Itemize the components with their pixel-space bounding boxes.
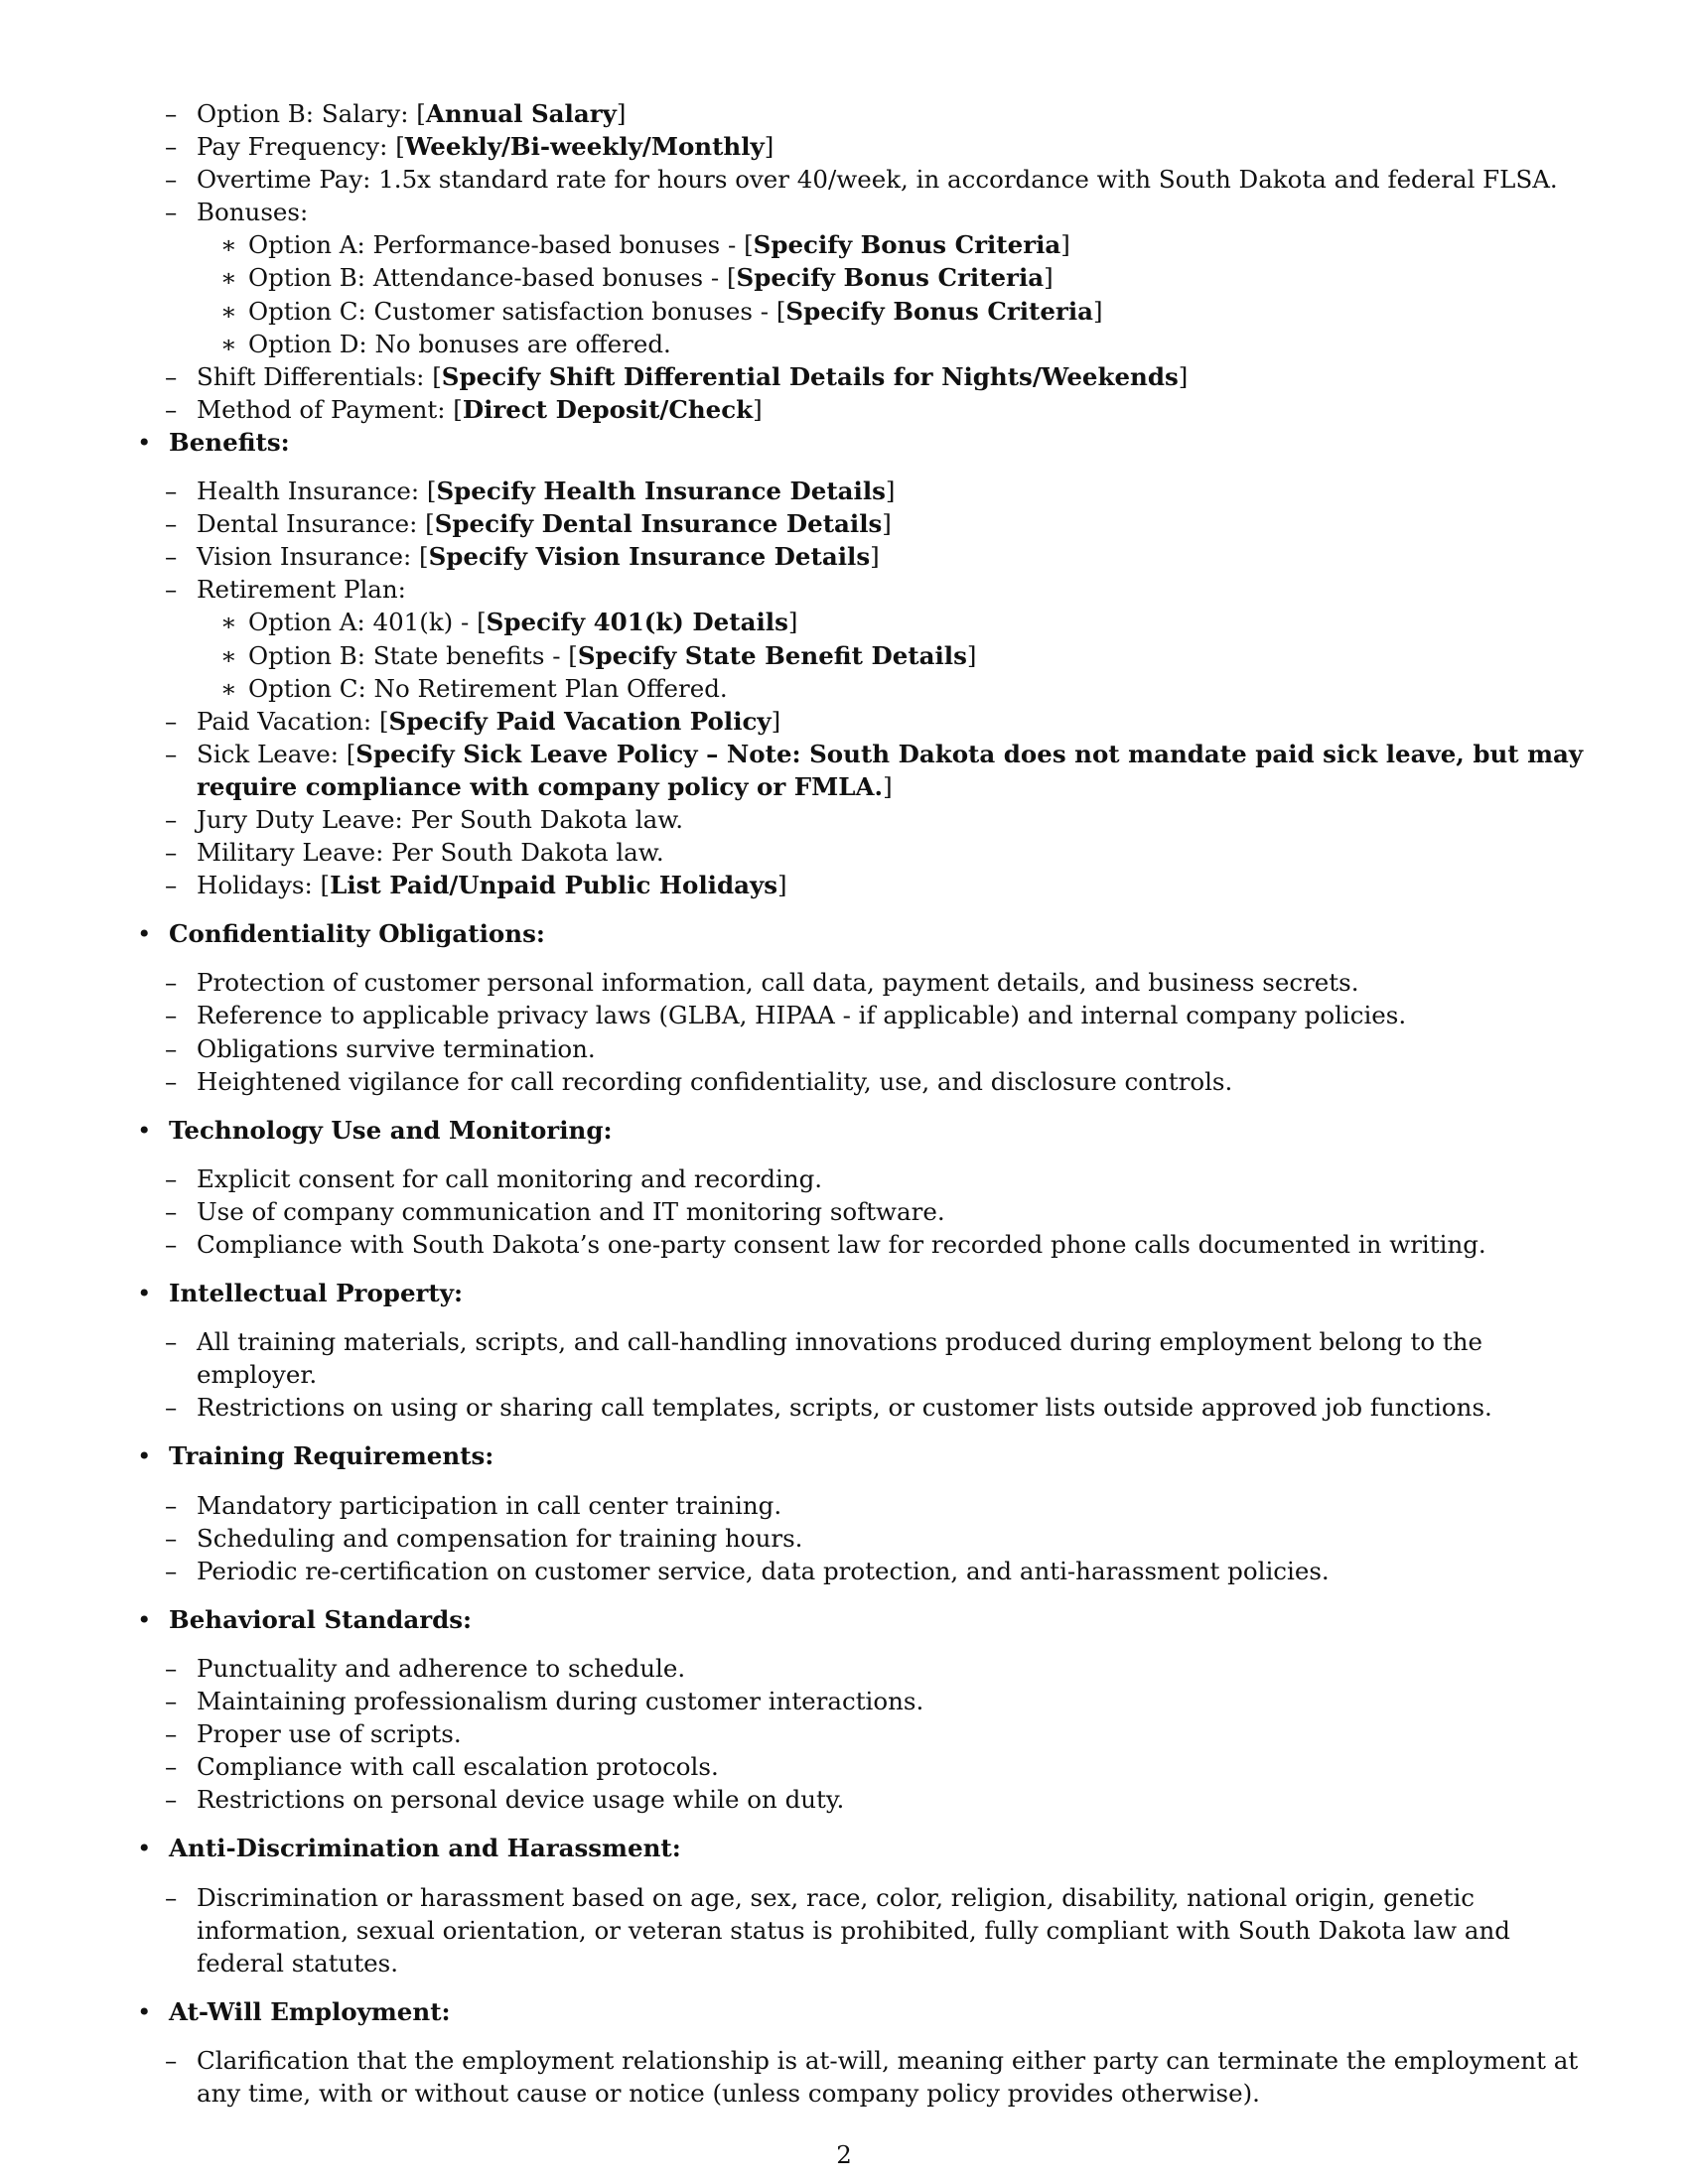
asterisk-bullet-icon: ∗: [220, 640, 237, 670]
item-label: Health Insurance:: [197, 477, 427, 506]
item-label: Restrictions on using or sharing call templates, scripts, or customer lists outside approved job functions.: [197, 1393, 1492, 1423]
dash-bullet-icon: –: [165, 968, 178, 998]
item-label: All training materials, scripts, and call-handling innovations produced during employment belong to the employer.: [197, 1327, 1482, 1390]
dash-bullet-icon: –: [165, 706, 178, 736]
item-label: Overtime Pay: 1.5x standard rate for hours over 40/week, in accordance with South Dakota and federal FLSA.: [197, 165, 1558, 195]
sub-list-item: [197, 672, 1587, 705]
bullet-icon: •: [137, 1604, 152, 1634]
list-item: [137, 1685, 1587, 1717]
item-label: Compliance with South Dakota’s one-party consent law for recorded phone calls documented in writing.: [197, 1230, 1486, 1259]
section-item-list: [137, 475, 1587, 901]
item-label: Military Leave: Per South Dakota law.: [197, 838, 664, 868]
placeholder-field: Weekly/Bi-weekly/Monthly: [404, 132, 765, 162]
sub-list: [137, 228, 1587, 359]
dash-bullet-icon: –: [165, 1393, 178, 1423]
item-label: Paid Vacation:: [197, 706, 379, 736]
item-label: Holidays:: [197, 871, 321, 900]
asterisk-bullet-icon: ∗: [220, 296, 237, 326]
section-heading: Anti-Discrimination and Harassment:: [169, 1834, 681, 1863]
section-item-list: [137, 1325, 1587, 1424]
sub-list-item: ∗ Option B: State benefits - [Specify State Benefit Details]: [197, 639, 1587, 672]
list-item: – Health Insurance: [Specify Health Insurance Details]: [137, 475, 1587, 507]
item-label: Bonuses:: [197, 198, 309, 227]
dash-bullet-icon: –: [165, 1033, 178, 1063]
bullet-icon: •: [137, 1996, 152, 2026]
placeholder-field: Specify State Benefit Details: [577, 640, 967, 670]
item-label: Option B: State benefits -: [248, 640, 569, 670]
list-item: [137, 1065, 1587, 1098]
list-item: [137, 1162, 1587, 1195]
section: [137, 1832, 1587, 1979]
placeholder-field: Specify Shift Differential Details for Nights/Weekends: [441, 361, 1179, 391]
list-item: [137, 999, 1587, 1031]
list-item: [137, 1881, 1587, 1979]
dash-bullet-icon: –: [165, 2045, 178, 2075]
item-label: Scheduling and compensation for training hours.: [197, 1523, 803, 1553]
dash-bullet-icon: –: [165, 838, 178, 868]
asterisk-bullet-icon: ∗: [220, 608, 237, 637]
item-label: Mandatory participation in call center training.: [197, 1490, 782, 1520]
section-heading: At-Will Employment:: [169, 1996, 451, 2026]
item-label: Compliance with call escalation protocols.: [197, 1752, 719, 1782]
item-label: Explicit consent for call monitoring and recording.: [197, 1163, 823, 1193]
dash-bullet-icon: –: [165, 394, 178, 424]
section: [137, 917, 1587, 1097]
sub-list-item: [197, 328, 1587, 360]
item-label: Periodic re-certification on customer service, data protection, and anti-harassment policies.: [197, 1556, 1330, 1585]
section-item-list: [137, 966, 1587, 1097]
list-item: [137, 803, 1587, 836]
list-item: [137, 1325, 1587, 1391]
dash-bullet-icon: –: [165, 1752, 178, 1782]
document-body: [137, 97, 1587, 2125]
bullet-icon: •: [137, 1279, 152, 1308]
list-item: [137, 573, 1587, 606]
dash-bullet-icon: –: [165, 1001, 178, 1030]
placeholder-field: List Paid/Unpaid Public Holidays: [330, 871, 778, 900]
placeholder-field: Specify Bonus Criteria: [785, 296, 1094, 326]
placeholder-field: Specify Bonus Criteria: [736, 263, 1045, 293]
section-heading: Training Requirements:: [169, 1441, 494, 1471]
item-label: Retirement Plan:: [197, 575, 406, 605]
dash-bullet-icon: –: [165, 1230, 178, 1259]
bullet-icon: •: [137, 1834, 152, 1863]
placeholder-field: Specify Vision Insurance Details: [428, 542, 871, 572]
section-heading: Behavioral Standards:: [169, 1604, 473, 1634]
dash-bullet-icon: –: [165, 575, 178, 605]
sections-container: [137, 426, 1587, 2110]
placeholder-field: Specify Dental Insurance Details: [434, 509, 883, 539]
section-heading: Technology Use and Monitoring:: [169, 1115, 613, 1145]
dash-bullet-icon: –: [165, 1490, 178, 1520]
asterisk-bullet-icon: ∗: [220, 673, 237, 703]
list-item: – Pay Frequency: [Weekly/Bi-weekly/Monthly]: [137, 130, 1587, 163]
item-label: Shift Differentials:: [197, 361, 433, 391]
dash-bullet-icon: –: [165, 1653, 178, 1683]
section: [137, 1114, 1587, 1261]
item-label: Reference to applicable privacy laws (GLBA, HIPAA - if applicable) and internal company policies.: [197, 1001, 1407, 1030]
dash-bullet-icon: –: [165, 871, 178, 900]
section-heading: Confidentiality Obligations:: [169, 919, 545, 949]
section-item-list: [137, 1652, 1587, 1816]
dash-bullet-icon: –: [165, 1687, 178, 1716]
list-item: [137, 1032, 1587, 1065]
dash-bullet-icon: –: [165, 509, 178, 539]
item-label: Use of company communication and IT monitoring software.: [197, 1196, 945, 1226]
dash-bullet-icon: –: [165, 804, 178, 834]
item-label: Option C: Customer satisfaction bonuses -: [248, 296, 776, 326]
list-item: [137, 1555, 1587, 1587]
item-label: Proper use of scripts.: [197, 1719, 462, 1749]
item-label: Option B: Salary:: [197, 99, 417, 128]
placeholder-field: Direct Deposit/Check: [462, 394, 754, 424]
item-label: Protection of customer personal information, call data, payment details, and business secrets.: [197, 968, 1359, 998]
list-item: – Paid Vacation: [Specify Paid Vacation Policy]: [137, 705, 1587, 738]
dash-bullet-icon: –: [165, 739, 178, 768]
bullet-icon: •: [137, 427, 152, 457]
section-item-list: [137, 1489, 1587, 1587]
list-item: [137, 836, 1587, 869]
dash-bullet-icon: –: [165, 1719, 178, 1749]
item-label: Option D: No bonuses are offered.: [248, 329, 671, 358]
sub-list-item: ∗ Option A: 401(k) - [Specify 401(k) Details]: [197, 606, 1587, 638]
item-label: Sick Leave:: [197, 739, 347, 768]
continued-compensation-list: [137, 97, 1587, 426]
list-item: – Vision Insurance: [Specify Vision Insurance Details]: [137, 540, 1587, 573]
placeholder-field: Specify Sick Leave Policy – Note: South Dakota does not mandate paid sick leave, but may require compliance with company policy or FMLA.: [197, 739, 1584, 801]
section-item-list: [137, 2044, 1587, 2110]
placeholder-field: Specify Bonus Criteria: [753, 230, 1061, 260]
list-item: [137, 966, 1587, 999]
item-label: Punctuality and adherence to schedule.: [197, 1653, 686, 1683]
sub-list-item: ∗ Option B: Attendance-based bonuses - [Specify Bonus Criteria]: [197, 261, 1587, 294]
dash-bullet-icon: –: [165, 99, 178, 128]
asterisk-bullet-icon: ∗: [220, 329, 237, 358]
bullet-icon: •: [137, 919, 152, 949]
list-item: – Holidays: [List Paid/Unpaid Public Holidays]: [137, 869, 1587, 901]
item-label: Pay Frequency:: [197, 132, 396, 162]
list-item: – Sick Leave: [Specify Sick Leave Policy – Note: South Dakota does not mandate paid sick leave, but may require compliance with company policy or FMLA.]: [165, 739, 1584, 801]
item-label: Heightened vigilance for call recording confidentiality, use, and disclosure controls.: [197, 1066, 1233, 1096]
dash-bullet-icon: –: [165, 1882, 178, 1912]
section: [137, 426, 1587, 901]
list-item: [137, 1783, 1587, 1816]
item-label: Jury Duty Leave: Per South Dakota law.: [197, 804, 684, 834]
list-item: [137, 2044, 1587, 2110]
list-item: – Method of Payment: [Direct Deposit/Check]: [137, 393, 1587, 426]
dash-bullet-icon: –: [165, 542, 178, 572]
item-label: Vision Insurance:: [197, 542, 419, 572]
list-item: [137, 1717, 1587, 1750]
list-item: – Dental Insurance: [Specify Dental Insurance Details]: [137, 507, 1587, 540]
item-label: Maintaining professionalism during customer interactions.: [197, 1687, 924, 1716]
dash-bullet-icon: –: [165, 1523, 178, 1553]
list-item: – Shift Differentials: [Specify Shift Differential Details for Nights/Weekends]: [137, 360, 1587, 393]
dash-bullet-icon: –: [165, 132, 178, 162]
dash-bullet-icon: –: [165, 1066, 178, 1096]
list-item: [137, 196, 1587, 228]
list-item: [137, 1489, 1587, 1522]
placeholder-field: Specify Paid Vacation Policy: [388, 706, 772, 736]
item-label: Method of Payment:: [197, 394, 454, 424]
item-label: Option A: 401(k) -: [248, 608, 478, 637]
section-heading: Benefits:: [169, 427, 290, 457]
placeholder-field: Annual Salary: [425, 99, 617, 128]
section-heading: Intellectual Property:: [169, 1279, 464, 1308]
item-label: Option C: No Retirement Plan Offered.: [248, 673, 728, 703]
list-item: [137, 1228, 1587, 1261]
section: [137, 1603, 1587, 1817]
sub-list-item: ∗ Option C: Customer satisfaction bonuses - [Specify Bonus Criteria]: [197, 295, 1587, 328]
item-label: Dental Insurance:: [197, 509, 426, 539]
item-label: Restrictions on personal device usage while on duty.: [197, 1785, 845, 1815]
dash-bullet-icon: –: [165, 361, 178, 391]
dash-bullet-icon: –: [165, 1163, 178, 1193]
list-item: [137, 163, 1587, 196]
placeholder-field: Specify 401(k) Details: [486, 608, 788, 637]
list-item: [137, 1391, 1587, 1424]
asterisk-bullet-icon: ∗: [220, 230, 237, 260]
section-item-list: [137, 1162, 1587, 1261]
section-item-list: [137, 1881, 1587, 1979]
section: [137, 1439, 1587, 1586]
dash-bullet-icon: –: [165, 1785, 178, 1815]
page-number: 2: [836, 2140, 852, 2169]
bullet-icon: •: [137, 1115, 152, 1145]
list-item: [137, 1195, 1587, 1228]
list-item: – Option B: Salary: [Annual Salary]: [137, 97, 1587, 130]
section: [137, 1995, 1587, 2110]
dash-bullet-icon: –: [165, 198, 178, 227]
bullet-icon: •: [137, 1441, 152, 1471]
section: [137, 1277, 1587, 1424]
item-label: Option A: Performance-based bonuses -: [248, 230, 745, 260]
sub-list: [137, 606, 1587, 704]
item-label: Obligations survive termination.: [197, 1033, 596, 1063]
placeholder-field: Specify Health Insurance Details: [436, 477, 886, 506]
item-label: Option B: Attendance-based bonuses -: [248, 263, 727, 293]
dash-bullet-icon: –: [165, 1327, 178, 1357]
dash-bullet-icon: –: [165, 1196, 178, 1226]
asterisk-bullet-icon: ∗: [220, 263, 237, 293]
item-label: Clarification that the employment relationship is at-will, meaning either party can terminate the employment at any time, with or without cause or notice (unless company policy provides otherwise).: [197, 2045, 1579, 2108]
list-item: [137, 1652, 1587, 1685]
dash-bullet-icon: –: [165, 1556, 178, 1585]
list-item: [137, 1750, 1587, 1783]
item-label: Discrimination or harassment based on age, sex, race, color, religion, disability, national origin, genetic information, sexual orientation, or veteran status is prohibited, fully compliant with South Dakota law and federal statutes.: [197, 1882, 1510, 1978]
dash-bullet-icon: –: [165, 165, 178, 195]
sub-list-item: ∗ Option A: Performance-based bonuses - [Specify Bonus Criteria]: [197, 228, 1587, 261]
dash-bullet-icon: –: [165, 477, 178, 506]
list-item: [137, 1522, 1587, 1555]
